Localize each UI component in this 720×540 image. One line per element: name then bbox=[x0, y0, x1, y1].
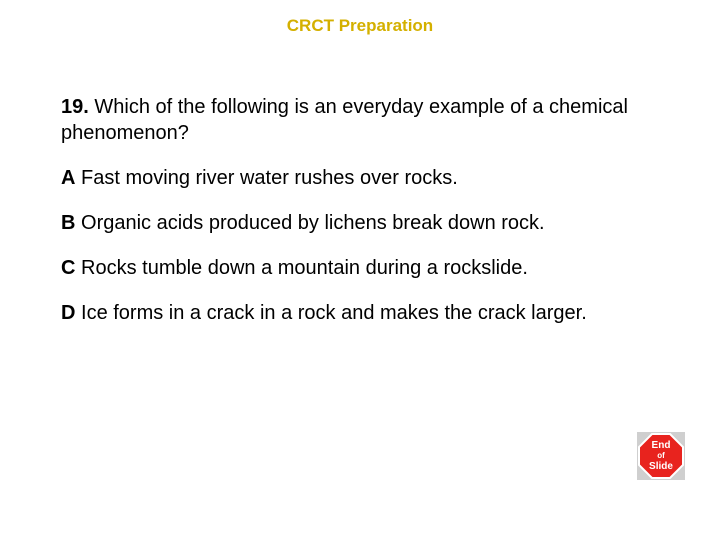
option-letter: B bbox=[61, 212, 76, 234]
option-c bbox=[61, 255, 661, 281]
question-text bbox=[61, 94, 661, 146]
option-letter: A bbox=[61, 167, 76, 189]
option-d bbox=[61, 300, 661, 326]
stop-sign-icon bbox=[637, 432, 685, 480]
option-letter: C bbox=[61, 257, 76, 279]
stop-sign-text-of: of bbox=[657, 451, 665, 460]
end-of-slide-button[interactable] bbox=[637, 432, 685, 480]
option-b bbox=[61, 210, 661, 236]
option-text: Organic acids produced by lichens break down rock. bbox=[81, 212, 545, 234]
option-text: Ice forms in a crack in a rock and makes the crack larger. bbox=[81, 302, 587, 324]
option-letter: D bbox=[61, 302, 76, 324]
question-body: Which of the following is an everyday example of a chemical phenomenon? bbox=[61, 96, 628, 144]
option-a bbox=[61, 165, 661, 191]
option-text: Fast moving river water rushes over rocks. bbox=[81, 167, 458, 189]
stop-sign-text-slide: Slide bbox=[649, 461, 673, 472]
option-text: Rocks tumble down a mountain during a rockslide. bbox=[81, 257, 528, 279]
question-content bbox=[61, 94, 661, 345]
page-title: CRCT Preparation bbox=[286, 16, 434, 35]
stop-sign-text-end: End bbox=[651, 440, 671, 451]
question-number: 19. bbox=[61, 96, 89, 118]
